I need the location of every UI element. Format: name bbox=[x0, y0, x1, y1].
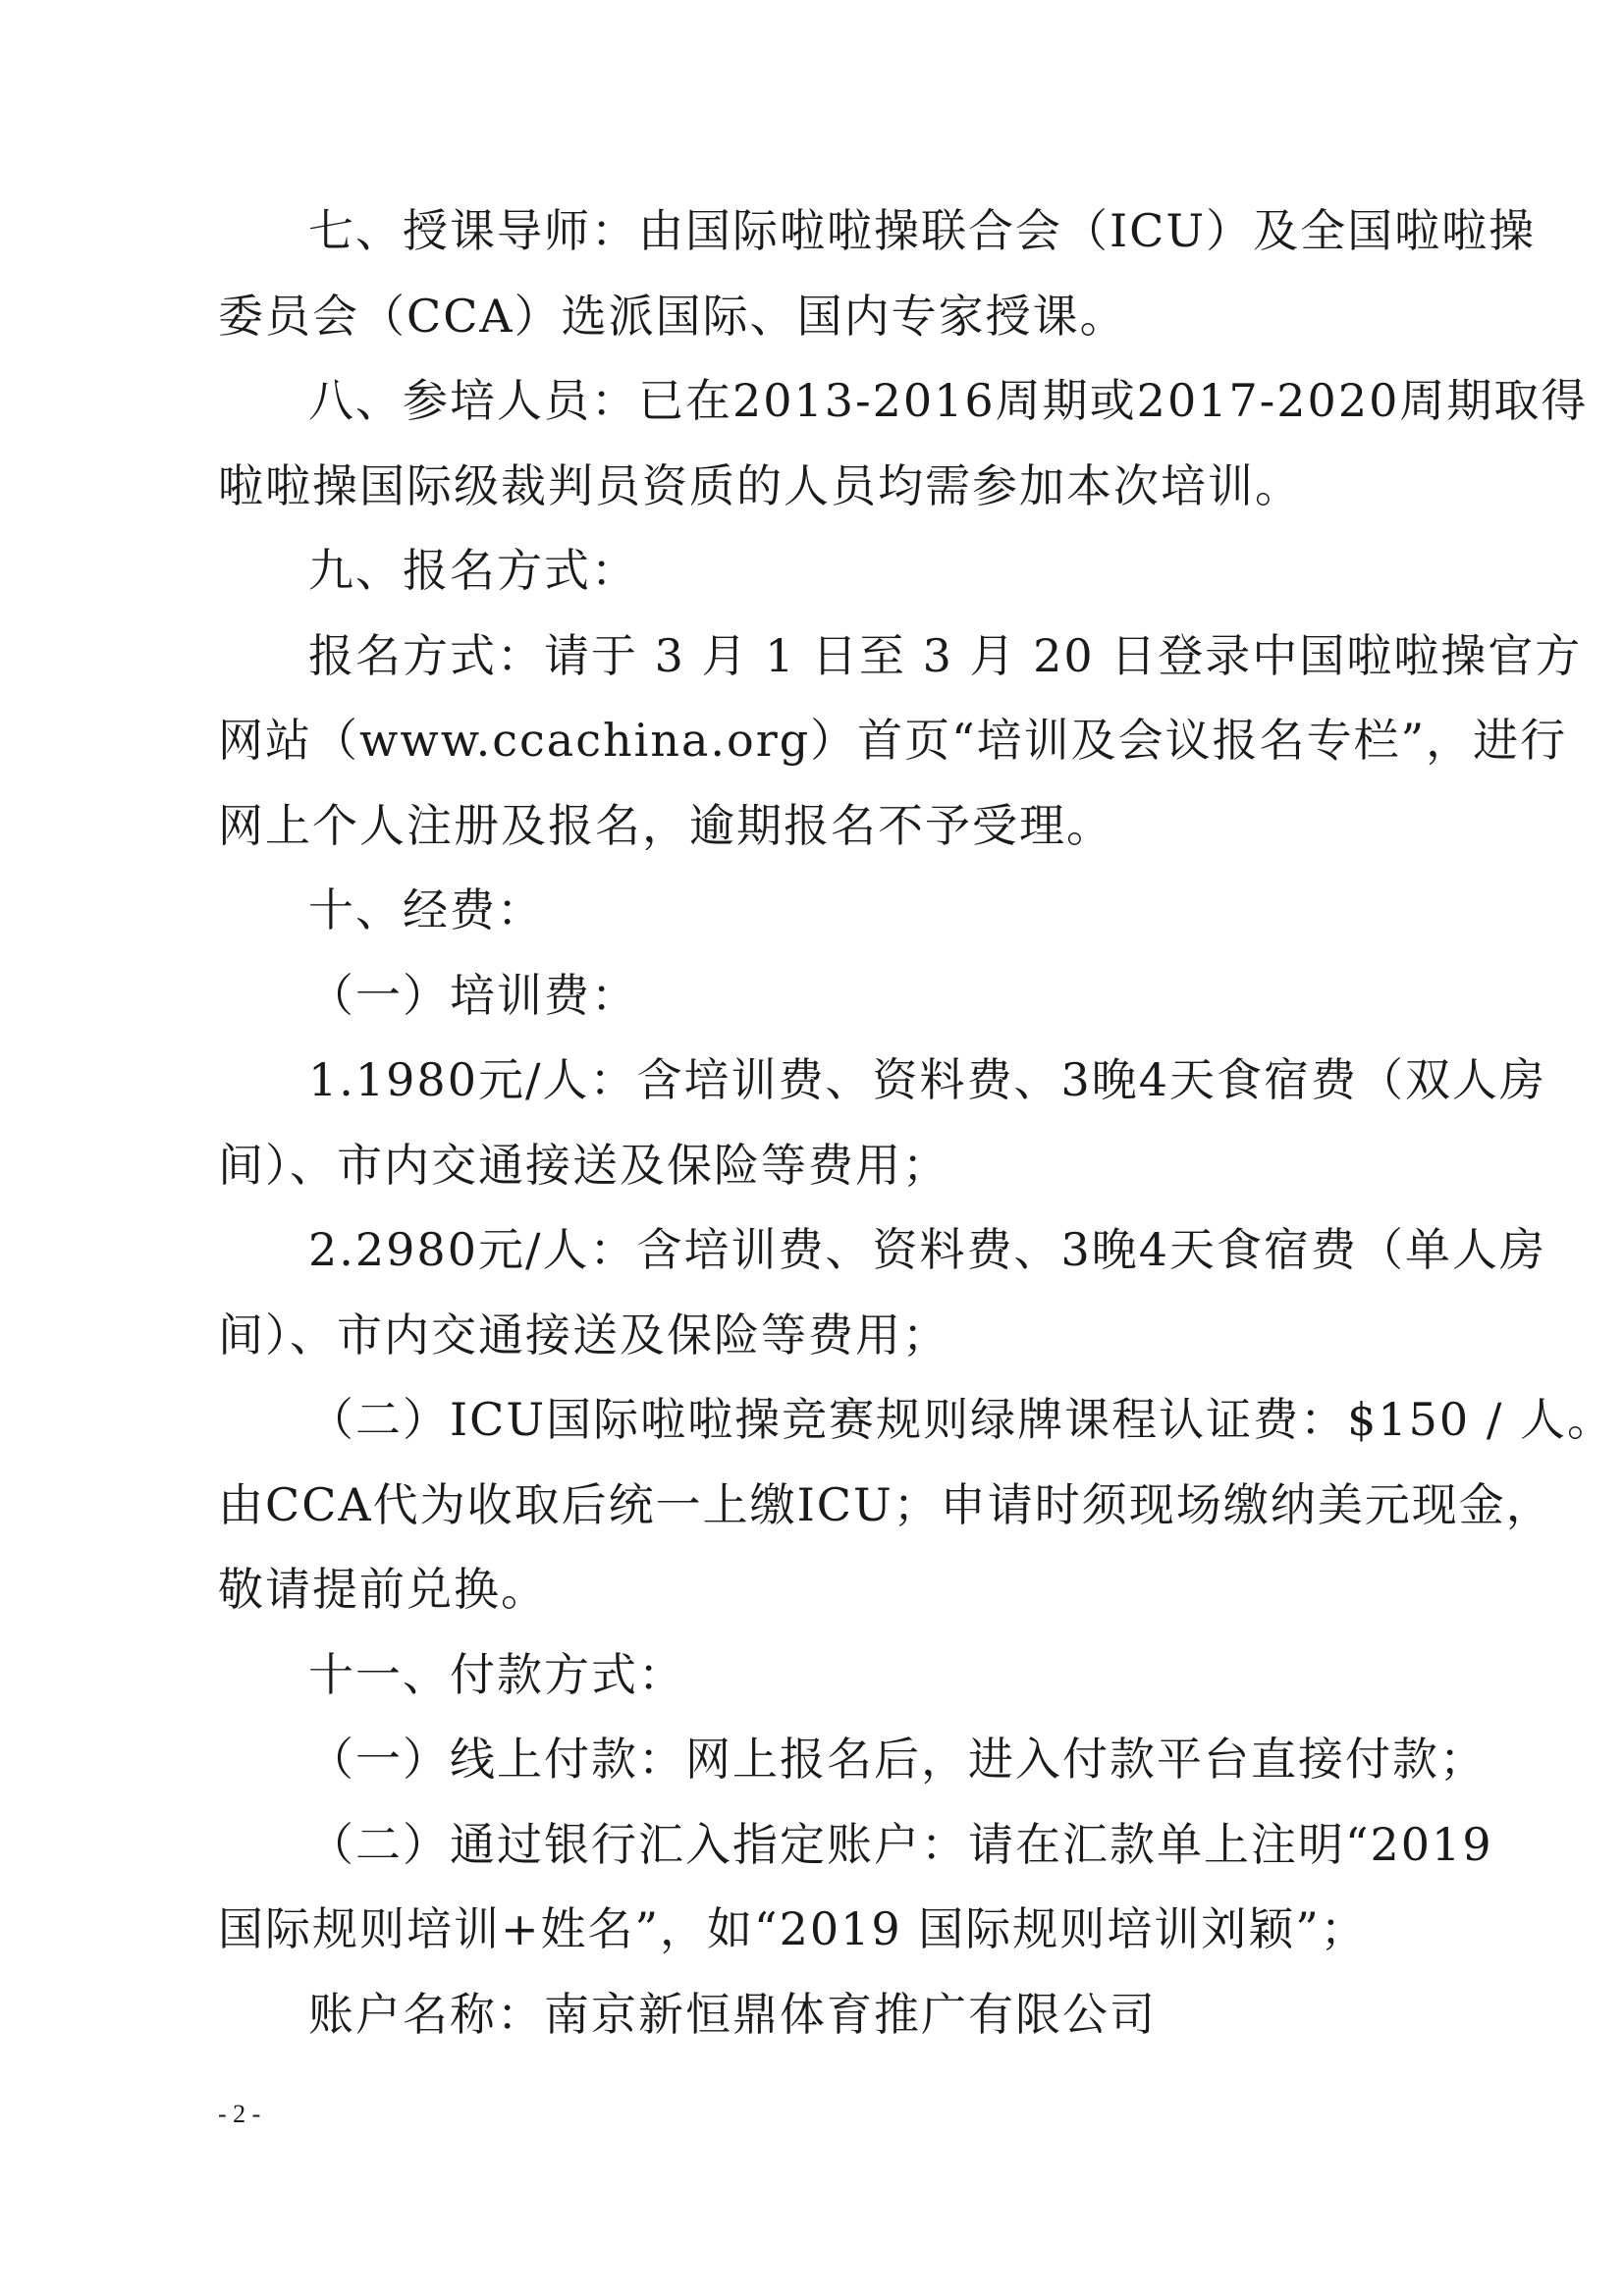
text-line: 啦啦操国际级裁判员资质的人员均需参加本次培训。 bbox=[218, 458, 1302, 512]
page-number: - 2 - bbox=[218, 2100, 261, 2128]
section-heading: 九、报名方式： bbox=[308, 544, 638, 597]
text-line: 七、授课导师：由国际啦啦操联合会（ICU）及全国啦啦操 bbox=[308, 204, 1537, 257]
text-line: 网站（www.ccachina.org）首页“培训及会议报名专栏”，进行 bbox=[218, 714, 1568, 767]
text-line: 2.2980元/人：含培训费、资料费、3晚4天食宿费（单人房 bbox=[308, 1223, 1546, 1276]
text-line: 委员会（CCA）选派国际、国内专家授课。 bbox=[218, 289, 1127, 343]
text-line: 由CCA代为收取后统一上缴ICU；申请时须现场缴纳美元现金， bbox=[218, 1477, 1553, 1531]
text-line: 间）、市内交通接送及保险等费用； bbox=[218, 1308, 949, 1362]
text-line: 账户名称：南京新恒鼎体育推广有限公司 bbox=[308, 1987, 1157, 2041]
text-line: 网上个人注册及报名，逾期报名不予受理。 bbox=[218, 798, 1113, 852]
subsection-heading: （一）培训费： bbox=[308, 968, 638, 1022]
text-line: 敬请提前兑换。 bbox=[218, 1563, 548, 1616]
section-heading: 十一、付款方式： bbox=[308, 1647, 685, 1701]
section-heading: 十、经费： bbox=[308, 883, 544, 936]
text-line: 国际规则培训+姓名”，如“2019 国际规则培训刘颖”； bbox=[218, 1902, 1368, 1955]
text-line: 报名方式：请于 3 月 1 日至 3 月 20 日登录中国啦啦操官方 bbox=[308, 628, 1583, 682]
text-line: （二）ICU国际啦啦操竞赛规则绿牌课程认证费：$150 / 人。 bbox=[308, 1393, 1614, 1446]
text-line: 1.1980元/人：含培训费、资料费、3晚4天食宿费（双人房 bbox=[308, 1053, 1546, 1106]
text-line: （一）线上付款：网上报名后，进入付款平台直接付款； bbox=[308, 1733, 1487, 1786]
text-line: 间）、市内交通接送及保险等费用； bbox=[218, 1138, 949, 1192]
text-line: 八、参培人员：已在2013-2016周期或2017-2020周期取得 bbox=[308, 374, 1589, 427]
text-line: （二）通过银行汇入指定账户：请在汇款单上注明“2019 bbox=[308, 1817, 1493, 1871]
document-body bbox=[218, 188, 1614, 2056]
